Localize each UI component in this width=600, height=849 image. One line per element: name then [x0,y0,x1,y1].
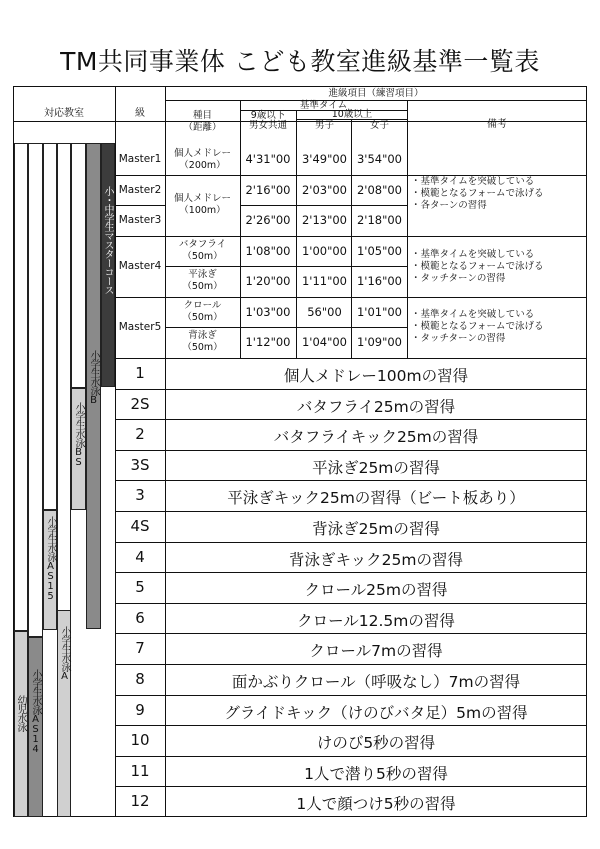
page-title: TM共同事業体 こども教室進級基準一覧表 [60,47,540,76]
level-criteria-cell: バタフライ25mの習得 [296,398,456,416]
level-cell: Master2 [118,184,162,196]
time-mixed: 2'26"00 [245,213,291,227]
infant-class-label: 幼児水泳 [15,695,26,731]
event-distance: （200m） [179,160,226,171]
time-female: 1'01"00 [356,305,403,319]
time-male: 1'04"00 [301,335,348,349]
event-distance: （50m） [182,312,223,323]
master-row-line [165,266,407,267]
remark-line: ・基準タイムを突破している [411,176,535,187]
time-male: 56"00 [307,305,342,319]
master-row-line [115,236,587,237]
event-cell: 個人メドレー [173,148,231,159]
event-divider [240,101,241,358]
master-course-label: 小・中学生マスターコース [102,186,113,294]
bs-column-blank [71,143,86,388]
level-row-line [115,725,587,726]
remarks-header: 備考 [487,119,507,130]
level-row-line [115,542,587,543]
level-cell: 1 [135,364,145,382]
event-header-distance: （距離） [183,122,222,133]
time-male: 3'49"00 [301,152,348,166]
remark-line: ・タッチターンの習得 [411,273,506,284]
event-cell: 平泳ぎ [188,269,217,280]
master-bottom-line [115,358,587,359]
level-criteria-cell: バタフライキック25mの習得 [273,428,479,446]
time-female: 3'54"00 [356,152,403,166]
time-mixed: 1'12"00 [245,335,291,349]
level-row-line [115,480,587,481]
infant-column-blank [14,143,28,631]
event-distance: （50m） [182,251,223,262]
level-cell: 4S [130,517,150,535]
level-criteria-cell: クロール7mの習得 [309,642,443,660]
level-criteria-cell: 平泳ぎキック25mの習得（ビート板あり） [227,489,525,507]
level-criteria-cell: けのび5秒の習得 [316,734,436,752]
time-male: 2'13"00 [301,213,348,227]
level-cell: 11 [130,762,150,780]
time-mixed: 1'03"00 [245,305,291,319]
level-row-line [115,695,587,696]
level-cell: 3 [135,486,145,504]
time-male: 1'11"00 [301,274,348,288]
time-mixed: 4'31"00 [245,152,291,166]
remark-line: ・模範となるフォームで泳げる [411,321,544,332]
as14-column-blank [28,143,43,637]
level-criteria-cell: 1人で顔つけ5秒の習得 [296,795,456,813]
time-mixed: 1'20"00 [245,274,291,288]
time-male: 1'00"00 [301,244,348,258]
level-cell: 2S [130,395,150,413]
bs-class-label: 小学生水泳BS [73,402,84,467]
level-cell: 8 [135,670,145,688]
master-row-line [240,205,407,206]
level-cell: 3S [130,456,150,474]
mixed-divider [296,110,297,358]
level-row-line [115,756,587,757]
time-female: 1'05"00 [356,244,403,258]
level-row-line [115,664,587,665]
time-mixed: 1'08"00 [245,244,291,258]
age-under9-header: 9歳以下 [250,110,286,121]
level-cell: 12 [130,792,150,810]
level-criteria-cell: 面かぶりクロール（呼吸なし）7mの習得 [231,673,521,691]
level-criteria-cell: 平泳ぎ25mの習得 [312,459,440,477]
level-cell: 9 [135,701,145,719]
remark-line: ・基準タイムを突破している [411,309,535,320]
master-row-line [115,297,587,298]
time-female: 2'18"00 [356,213,403,227]
time-female: 1'16"00 [356,274,403,288]
age-10plus-header: 10歳以上 [331,109,373,120]
time-mixed: 2'16"00 [245,183,291,197]
event-cell: クロール [183,300,222,311]
remark-line: ・模範となるフォームで泳げる [411,188,544,199]
level-cell: 10 [130,731,150,749]
time-female: 1'09"00 [356,335,403,349]
time-male: 2'03"00 [301,183,348,197]
female-header: 女子 [369,120,389,131]
level-cell: 7 [135,639,145,657]
master-row-line [165,327,407,328]
event-header: 種目 [192,110,212,121]
event-distance: （50m） [182,342,223,353]
level-row-line [115,603,587,604]
criteria-header: 進級項目（練習項目） [328,88,424,99]
remark-line: ・基準タイムを突破している [411,249,535,260]
level-criteria-cell: 背泳ぎキック25mの習得 [288,551,463,569]
master-row-line [115,205,165,206]
event-cell: 個人メドレー [173,193,231,204]
level-row-line [115,419,587,420]
level-cell: Master1 [118,153,162,165]
event-cell: バタフライ [178,239,227,250]
level-cell: Master3 [118,214,162,226]
classrooms-header: 対応教室 [44,108,84,119]
remark-line: ・タッチターンの習得 [411,333,506,344]
level-header: 級 [135,108,145,119]
level-row-line [115,389,587,390]
event-distance: （50m） [182,281,223,292]
level-criteria-cell: 個人メドレー100mの習得 [283,367,469,385]
level-criteria-cell: クロール12.5mの習得 [297,612,455,630]
remark-line: ・各ターンの習得 [411,200,487,211]
level-cell: 4 [135,548,145,566]
level-cell: 5 [135,578,145,596]
female-divider [407,101,408,358]
as15-column-blank [43,143,57,510]
event-distance: （100m） [179,205,226,216]
level-criteria-cell: クロール25mの習得 [304,581,448,599]
base-time-header: 基準タイム [299,100,348,111]
level-row-line [115,572,587,573]
level-row-line [115,511,587,512]
level-row-line [115,450,587,451]
time-female: 2'08"00 [356,183,403,197]
event-cell: 背泳ぎ [188,330,217,341]
level-row-line [115,786,587,787]
b-class-label: 小学生水泳B [88,350,99,405]
a-class-label: 小学生水泳A [59,626,70,681]
mixed-header: 男女共通 [248,120,287,131]
level-cell: Master4 [118,260,162,272]
level-cell: 2 [135,425,145,443]
level-criteria-cell: 背泳ぎ25mの習得 [312,520,440,538]
level-cell: 6 [135,609,145,627]
remark-line: ・模範となるフォームで泳げる [411,261,544,272]
as14-class-label: 小学生水泳AS14 [30,669,41,754]
as15-class-label: 小学生水泳AS15 [45,516,56,601]
level-row-line [115,633,587,634]
level-criteria-cell: 1人で潜り5秒の習得 [304,765,448,783]
male-header: 男子 [314,120,334,131]
level-cell: Master5 [118,321,162,333]
level-criteria-cell: グライドキック（けのびバタ足）5mの習得 [224,704,528,722]
